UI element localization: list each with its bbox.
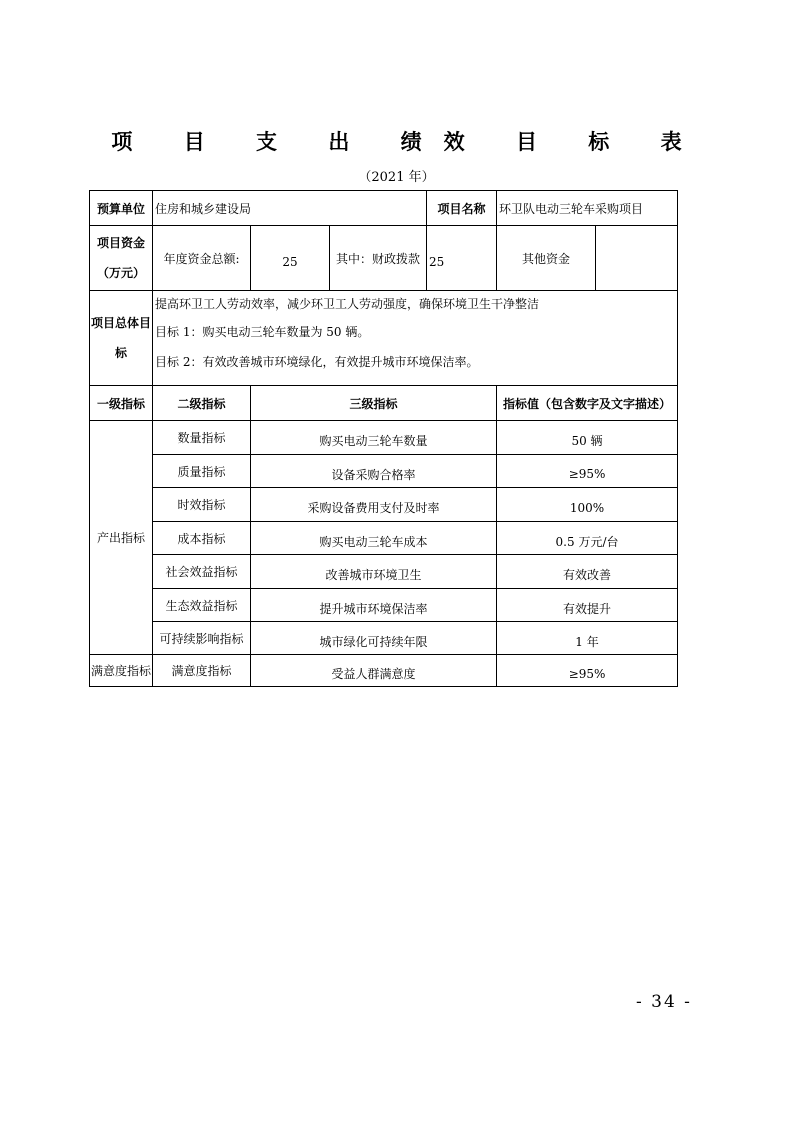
overall-goal-label-line2: 标: [114, 346, 127, 360]
indicator-value: 1 年: [497, 622, 678, 655]
indicator-value: ≥95%: [497, 655, 678, 687]
level3-indicator: 购买电动三轮车成本: [251, 522, 497, 555]
output-indicator-group: 产出指标: [90, 421, 153, 655]
level3-indicator: 购买电动三轮车数量: [251, 421, 497, 455]
level2-indicator: 可持续影响指标: [153, 622, 251, 655]
level2-indicator: 时效指标: [153, 488, 251, 522]
header-value: 指标值（包含数字及文字描述）: [497, 386, 678, 421]
indicator-value: ≥95%: [497, 455, 678, 488]
indicator-value: 有效改善: [497, 555, 678, 589]
level3-indicator: 改善城市环境卫生: [251, 555, 497, 589]
indicator-value: 100%: [497, 488, 678, 522]
header-level1: 一级指标: [90, 386, 153, 421]
performance-target-table: [89, 190, 678, 687]
overall-goal-label: [90, 291, 153, 386]
budget-unit-label: 预算单位: [90, 191, 153, 226]
level2-indicator: 质量指标: [153, 455, 251, 488]
overall-goal-line: 目标 2：有效改善城市环境绿化，有效提升城市环境保洁率。: [155, 355, 479, 369]
indicator-value: 50 辆: [497, 421, 678, 455]
overall-goal-label-line1: 项目总体目: [90, 316, 151, 330]
satisfaction-indicator-group: 满意度指标: [90, 655, 153, 687]
level2-indicator: 满意度指标: [153, 655, 251, 687]
header-level2: 二级指标: [153, 386, 251, 421]
page-number: - 34 -: [636, 992, 692, 1012]
fiscal-allocation-value: 25: [427, 226, 497, 291]
budget-unit-value: 住房和城乡建设局: [153, 191, 427, 226]
level3-indicator: 城市绿化可持续年限: [251, 622, 497, 655]
level3-indicator: 受益人群满意度: [251, 655, 497, 687]
overall-goal-content: [153, 291, 678, 386]
indicator-value: 有效提升: [497, 589, 678, 622]
level3-indicator: 设备采购合格率: [251, 455, 497, 488]
level2-indicator: 数量指标: [153, 421, 251, 455]
indicator-value: 0.5 万元/台: [497, 522, 678, 555]
document-title: 项 目 支 出 绩效 目 标 表: [111, 129, 704, 154]
funds-label: [90, 226, 153, 291]
document-year: （2021 年）: [358, 170, 435, 185]
annual-total-label: 年度资金总额:: [153, 226, 251, 291]
fiscal-allocation-label: 其中：财政拨款: [330, 226, 427, 291]
overall-goal-line: 提高环卫工人劳动效率，减少环卫工人劳动强度，确保环境卫生干净整洁: [155, 297, 540, 311]
level2-indicator: 成本指标: [153, 522, 251, 555]
funds-label-line2: （万元）: [96, 266, 145, 280]
project-name-label: 项目名称: [427, 191, 497, 226]
annual-total-value: 25: [251, 226, 330, 291]
header-level3: 三级指标: [251, 386, 497, 421]
level2-indicator: 生态效益指标: [153, 589, 251, 622]
level2-indicator: 社会效益指标: [153, 555, 251, 589]
overall-goal-line: 目标 1：购买电动三轮车数量为 50 辆。: [155, 325, 370, 339]
other-funds-label: 其他资金: [497, 226, 596, 291]
other-funds-value: [596, 226, 678, 291]
level3-indicator: 提升城市环境保洁率: [251, 589, 497, 622]
level3-indicator: 采购设备费用支付及时率: [251, 488, 497, 522]
project-name-value: 环卫队电动三轮车采购项目: [497, 191, 678, 226]
funds-label-line1: 项目资金: [96, 236, 145, 250]
